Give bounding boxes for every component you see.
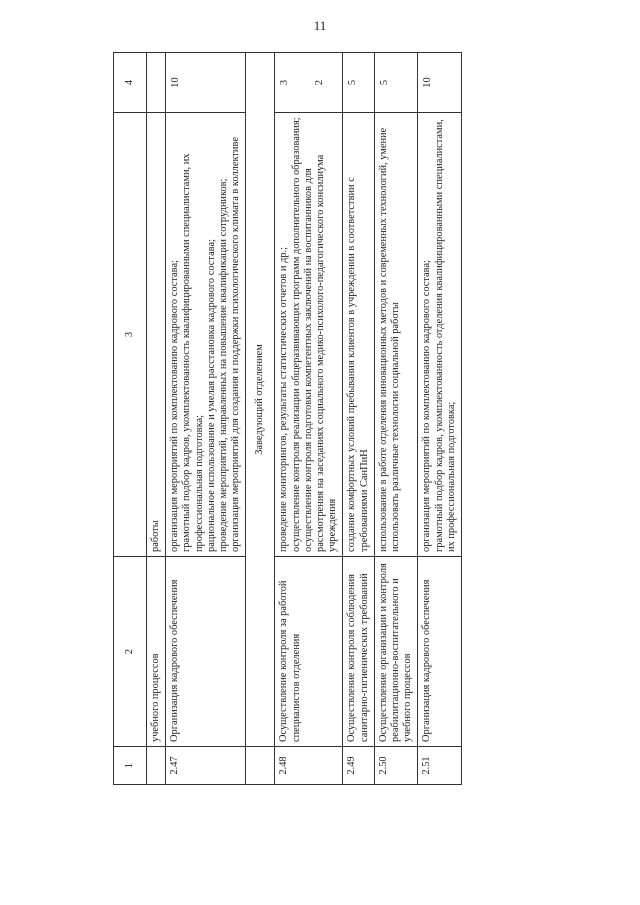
points-a: 3 <box>279 79 291 86</box>
section-title: Заведующий отделением <box>246 53 275 747</box>
continuation-row <box>147 53 166 785</box>
row-points: 10 <box>418 53 462 113</box>
continuation-title: учебного процессов <box>147 557 166 747</box>
table-row-2-51 <box>418 53 462 785</box>
row-number: 2.50 <box>374 747 418 785</box>
row-content <box>166 113 246 557</box>
content-line: организация мероприятий по комплектованию кадрового состава; <box>421 260 433 552</box>
row-number: 2.51 <box>418 747 462 785</box>
header-col-1: 1 <box>114 747 147 785</box>
row-number: 2.49 <box>343 747 374 785</box>
row-number: 2.47 <box>166 747 246 785</box>
row-title: Осуществление контроля соблюдения санитарно-гигиенических требований <box>343 557 374 747</box>
continuation-num <box>147 747 166 785</box>
continuation-content: работы <box>147 113 166 557</box>
rotated-table-container <box>113 53 607 785</box>
header-col-2: 2 <box>114 557 147 747</box>
row-number: 2.48 <box>275 747 343 785</box>
row-title: Организация кадрового обеспечения <box>166 557 246 747</box>
table-row-2-49 <box>343 53 374 785</box>
content-line: грамотный подбор кадров, укомплектованность квалифицированными специалистами, их профессиональная подготовка; <box>181 153 205 552</box>
row-points: 5 <box>374 53 418 113</box>
row-content: создание комфортных условий пребывания клиентов в учреждении в соответствии с требованиями СанПиН <box>343 113 374 557</box>
row-points <box>275 53 343 113</box>
header-col-3: 3 <box>114 113 147 557</box>
header-col-4: 4 <box>114 53 147 113</box>
row-points: 5 <box>343 53 374 113</box>
content-line: проведение мероприятий, направленных на повышение квалификации сотрудников; <box>218 178 230 552</box>
page-number: 11 <box>313 18 327 33</box>
table-row-2-50 <box>374 53 418 785</box>
continuation-points <box>147 53 166 113</box>
content-line: проведение мониторингов, результаты статистических отчетов и др.; <box>278 246 290 552</box>
content-line: грамотный подбор кадров, укомплектованность отделения квалифицированными специалистами, их профессиональная подготовка; <box>433 119 457 552</box>
section-spacer <box>246 747 275 785</box>
content-line: осуществление контроля подготовки компетентных заключений на воспитанников для рассмотрения на заседаниях социального медико-психолого-педагогического консилиума учреждения <box>302 154 339 552</box>
row-content <box>418 113 462 557</box>
content-line: рациональное использование и умелая расстановка кадрового состава; <box>205 239 217 552</box>
criteria-table <box>113 52 462 785</box>
header-row <box>114 53 147 785</box>
content-line: организация мероприятий по комплектованию кадрового состава; <box>169 260 181 552</box>
row-content: использование в работе отделения инновационных методов и современных технологий, умение использовать различные технологии социальной работы <box>374 113 418 557</box>
row-points: 10 <box>166 53 246 113</box>
row-content <box>275 113 343 557</box>
row-title: Осуществление организации и контроля реабилитационно-воспитательного и учебного процессов <box>374 557 418 747</box>
content-line: осуществление контроля реализации общеразвивающих программ дополнительного образования; <box>290 117 302 552</box>
row-title: Осуществление контроля за работой специалистов отделения <box>275 557 343 747</box>
table-row-2-47 <box>166 53 246 785</box>
row-title: Организация кадрового обеспечения <box>418 557 462 747</box>
points-b: 2 <box>313 79 325 86</box>
content-line: организация мероприятий для создания и поддержки психологического климата в коллективе <box>230 137 242 552</box>
table-row-2-48 <box>275 53 343 785</box>
section-row <box>246 53 275 785</box>
